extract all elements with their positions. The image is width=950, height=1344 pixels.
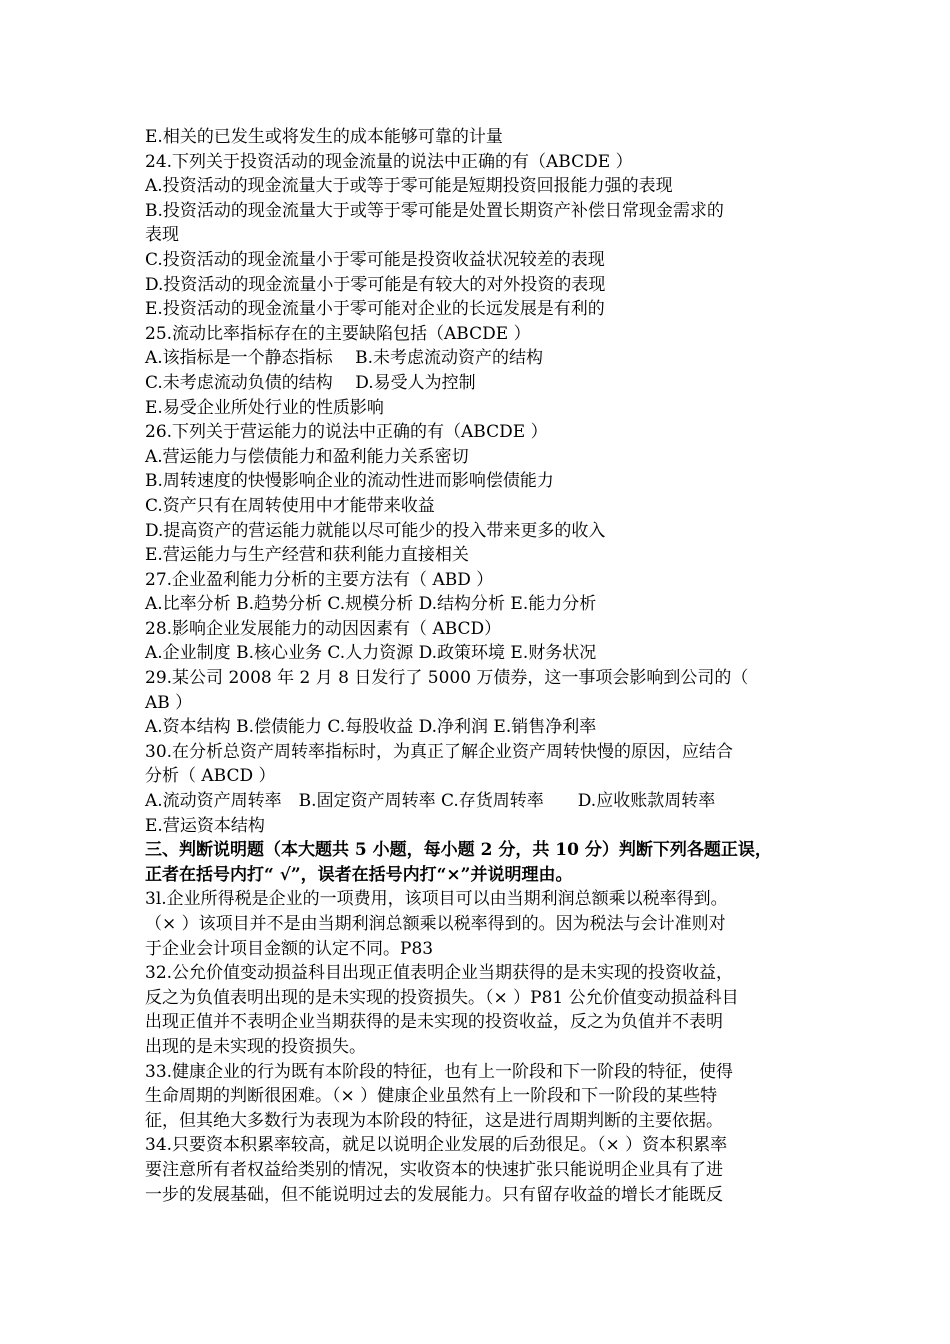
document-body — [145, 125, 810, 1207]
text-line: 反之为负值表明出现的是未实现的投资损失。（× ）P81 公允价值变动损益科目 — [145, 987, 739, 1008]
text-line: D.提高资产的营运能力就能以尽可能少的投入带来更多的收入 — [145, 520, 606, 541]
text-line: 分析（ ABCD ） — [145, 766, 276, 787]
text-line: A.流动资产周转率 B.固定资产周转率 C.存货周转率 D.应收账款周转率 — [145, 791, 716, 812]
text-line: 25.流动比率指标存在的主要缺陷包括（ABCDE ） — [145, 323, 531, 344]
text-line: AB ） — [145, 692, 193, 713]
text-line: 24.下列关于投资活动的现金流量的说法中正确的有（ABCDE ） — [145, 151, 633, 172]
text-line: 3l.企业所得税是企业的一项费用，该项目可以由当期利润总额乘以税率得到。 — [145, 889, 728, 910]
section-heading-line: 正者在括号内打“ √”，误者在括号内打“×”并说明理由。 — [145, 864, 573, 885]
text-line: A.该指标是一个静态指标 B.未考虑流动资产的结构 — [145, 348, 543, 369]
text-line: A.投资活动的现金流量大于或等于零可能是短期投资回报能力强的表现 — [145, 176, 673, 197]
text-line: 生命周期的判断很困难。（× ）健康企业虽然有上一阶段和下一阶段的某些特 — [145, 1086, 718, 1107]
text-line: 表现 — [145, 225, 179, 246]
text-line: E.相关的已发生或将发生的成本能够可靠的计量 — [145, 127, 503, 147]
text-line: 34.只要资本积累率较高，就足以说明企业发展的后劲很足。（× ）资本积累率 — [145, 1135, 728, 1156]
text-line: 29.某公司 2008 年 2 月 8 日发行了 5000 万债券，这一事项会影响到公司的（ — [145, 668, 749, 689]
text-line: E.易受企业所处行业的性质影响 — [145, 397, 384, 418]
text-line: E.投资活动的现金流量小于零可能对企业的长远发展是有利的 — [145, 299, 605, 320]
text-line: 27.企业盈利能力分析的主要方法有（ ABD ） — [145, 569, 494, 590]
text-line: A.营运能力与偿债能力和盈利能力关系密切 — [145, 446, 469, 467]
text-line: C.资产只有在周转使用中才能带来收益 — [145, 495, 435, 516]
text-line: 30.在分析总资产周转率指标时，为真正了解企业资产周转快慢的原因，应结合 — [145, 741, 734, 762]
text-line: 一步的发展基础，但不能说明过去的发展能力。只有留存收益的增长才能既反 — [145, 1184, 723, 1205]
text-line: 32.公允价值变动损益科目出现正值表明企业当期获得的是未实现的投资收益， — [145, 963, 734, 984]
text-line: 出现正值并不表明企业当期获得的是未实现的投资收益，反之为负值并不表明 — [145, 1012, 723, 1033]
text-line: A.企业制度 B.核心业务 C.人力资源 D.政策环境 E.财务状况 — [145, 643, 597, 664]
text-line: E.营运资本结构 — [145, 815, 265, 836]
text-line: B.周转速度的快慢影响企业的流动性进而影响偿债能力 — [145, 471, 554, 492]
text-line: 33.健康企业的行为既有本阶段的特征，也有上一阶段和下一阶段的特征，使得 — [145, 1061, 734, 1082]
text-line: D.投资活动的现金流量小于零可能是有较大的对外投资的表现 — [145, 274, 606, 295]
text-line: A.资本结构 B.偿债能力 C.每股收益 D.净利润 E.销售净利率 — [145, 717, 597, 738]
text-line: C.投资活动的现金流量小于零可能是投资收益状况较差的表现 — [145, 249, 605, 270]
text-line: 于企业会计项目金额的认定不同。P83 — [145, 938, 434, 959]
text-line: C.未考虑流动负债的结构 D.易受人为控制 — [145, 372, 476, 393]
text-line: 征，但其绝大多数行为表现为本阶段的特征，这是进行周期判断的主要依据。 — [145, 1110, 723, 1131]
text-line: A.比率分析 B.趋势分析 C.规模分析 D.结构分析 E.能力分析 — [145, 594, 597, 615]
text-line: 26.下列关于营运能力的说法中正确的有（ABCDE ） — [145, 422, 548, 443]
text-line: 出现的是未实现的投资损失。 — [145, 1036, 366, 1057]
text-line: 要注意所有者权益给类别的情况，实收资本的快速扩张只能说明企业具有了进 — [145, 1159, 723, 1180]
text-line: E.营运能力与生产经营和获利能力直接相关 — [145, 545, 469, 566]
text-line: B.投资活动的现金流量大于或等于零可能是处置长期资产补偿日常现金需求的 — [145, 200, 724, 221]
text-line: 28.影响企业发展能力的动因因素有（ ABCD） — [145, 618, 502, 639]
text-line: （× ）该项目并不是由当期利润总额乘以税率得到的。因为税法与会计准则对 — [145, 914, 726, 934]
section-heading-line: 三、判断说明题（本大题共 5 小题，每小题 2 分，共 10 分）判断下列各题正误， — [145, 840, 772, 861]
